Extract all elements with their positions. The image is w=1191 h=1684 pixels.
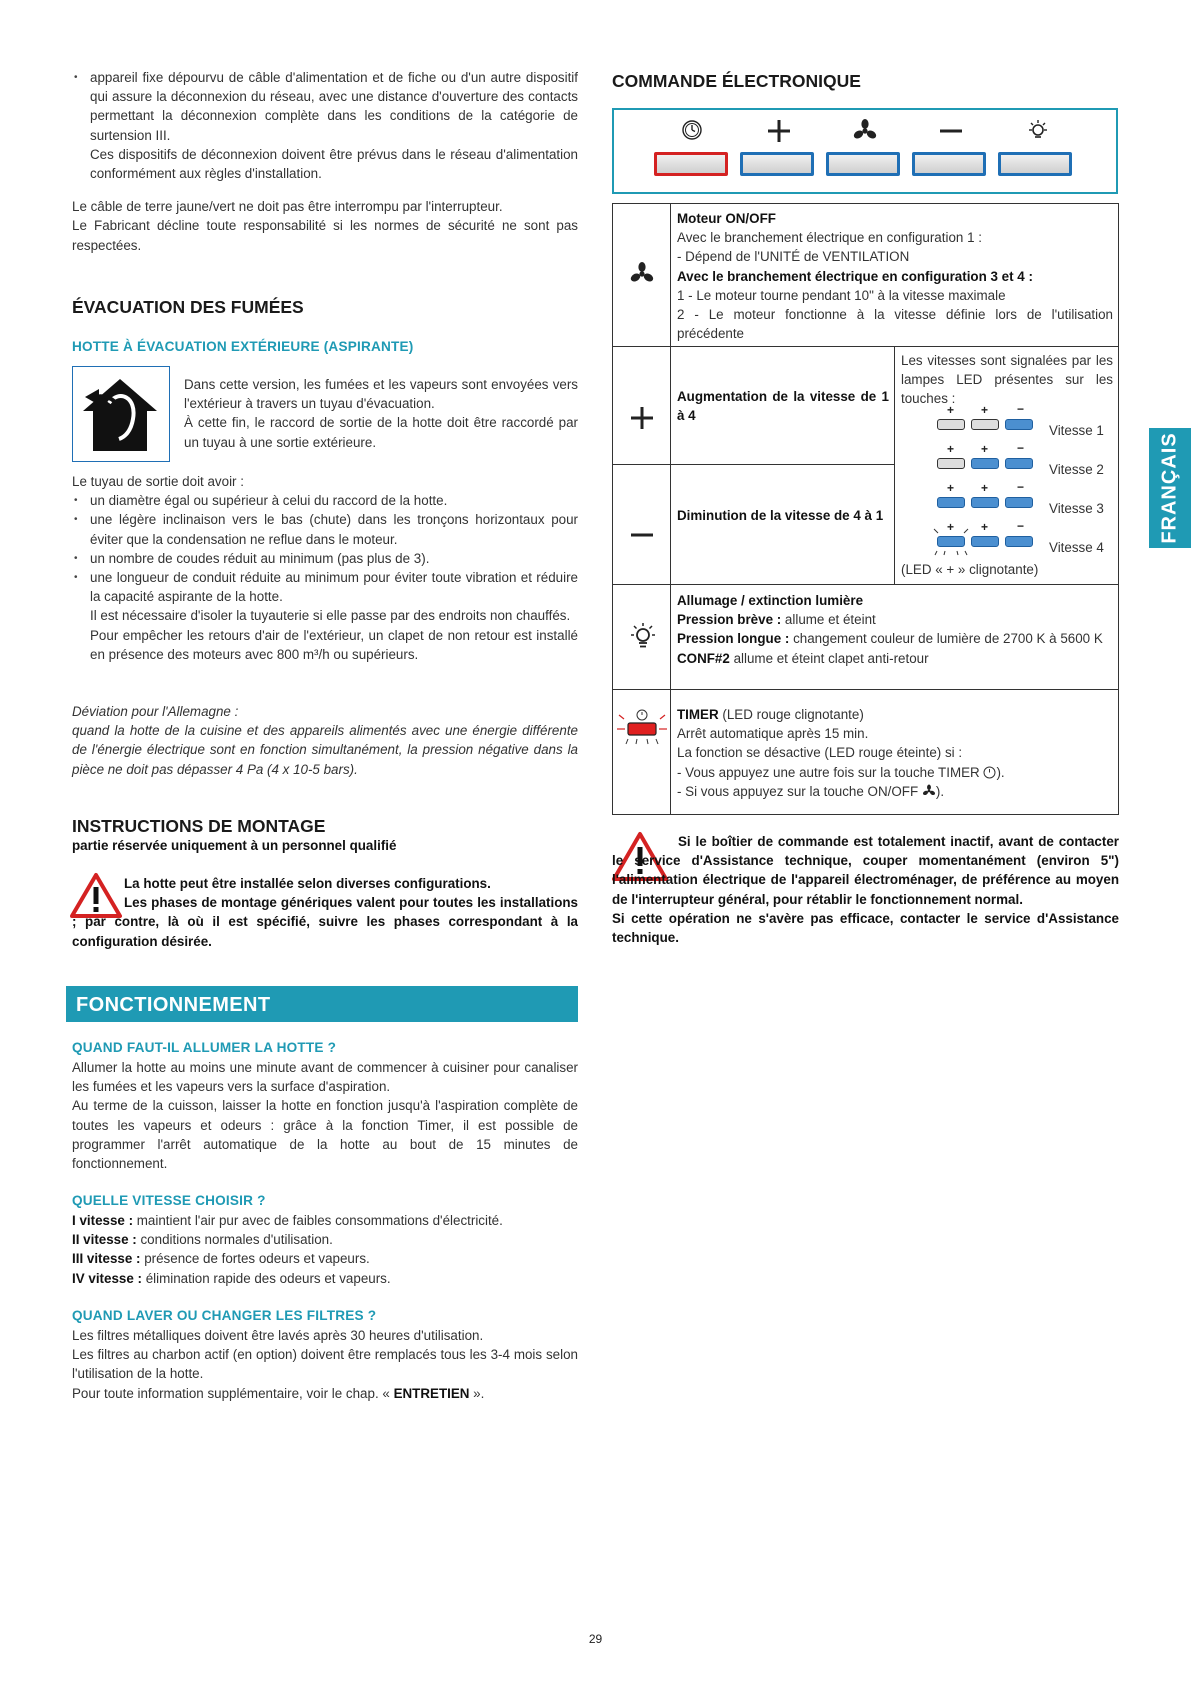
light-button[interactable] (998, 152, 1072, 176)
right-warning (612, 832, 1119, 947)
deviation-section (72, 702, 578, 779)
motor-line: Avec le branchement électrique en configuration 1 : (677, 230, 982, 246)
hotte-text-2: À cette fin, le raccord de sortie de la hotte doit être raccordé par un tuyau à une sortie extérieure. (184, 415, 578, 450)
q1-body (72, 1058, 578, 1173)
hotte-text (184, 375, 578, 452)
earth-text-2: Le Fabricant décline toute responsabilité si les normes de sécurité ne sont pas respectées. (72, 218, 578, 253)
montage-warning-1: La hotte peut être installée selon diverses configurations. (124, 876, 491, 891)
timer-cell (677, 705, 1113, 801)
light-conf: CONF#2 allume et éteint clapet anti-retour (677, 650, 929, 666)
tuyau-extra-2: Pour empêcher les retours d'air de l'extérieur, un clapet de non retour est installé en présence des moteurs avec 800 m³/h ou supérieurs. (90, 627, 578, 662)
light-short: Pression brève : allume et éteint (677, 612, 876, 628)
motor-line: - Dépend de l'UNITÉ de VENTILATION (677, 249, 910, 265)
deviation-title: Déviation pour l'Allemagne : (72, 704, 239, 719)
motor-line: 2 - Le moteur fonctionne à la vitesse définie lors de l'utilisation précédente (677, 307, 1113, 342)
speed-4-indicator: + + − (937, 525, 1037, 559)
timer-line-3: - Vous appuyez une autre fois sur la touche TIMER ). (677, 764, 1005, 780)
control-panel (612, 108, 1118, 194)
tuyau-item: • une longueur de conduit réduite au minimum pour éviter toute vibration et réduire la capacité aspirante de la hotte. (90, 568, 578, 606)
fan-icon (852, 118, 878, 144)
light-long: Pression longue : changement couleur de lumière de 2700 K à 5600 K (677, 631, 1103, 647)
fonctionnement-title: FONCTIONNEMENT (76, 994, 271, 1016)
tuyau-item: • une légère inclinaison vers le bas (chute) dans les tronçons horizontaux pour éviter que la condensation ne reflue dans le moteur. (90, 510, 578, 548)
plus-icon (766, 118, 792, 144)
light-icon (629, 622, 657, 652)
speed-item: I vitesse : maintient l'air pur avec de faibles consommations d'électricité. (72, 1213, 503, 1228)
motor-title: Moteur ON/OFF (677, 211, 776, 226)
hotte-text-1: Dans cette version, les fumées et les vapeurs sont envoyées vers l'extérieur à travers un tuyau d'évacuation. (184, 377, 578, 412)
q1-title: QUAND FAUT-IL ALLUMER LA HOTTE ? (72, 1040, 337, 1055)
deviation-text: quand la hotte de la cuisine et des appareils alimentés avec une énergie différente de l'énergie électrique sont en fonction simultanément, la pression négative dans la pièce ne doit pas dépasser 4 Pa (4 x 10-5 bars). (72, 723, 578, 777)
fan-icon (629, 261, 655, 287)
speeds-intro: Les vitesses sont signalées par les lampes LED présentes sur les touches : (901, 353, 1113, 407)
q3-title: QUAND LAVER OU CHANGER LES FILTRES ? (72, 1308, 377, 1323)
q3-text-2: Les filtres au charbon actif (en option) doivent être remplacés tous les 3-4 mois selon l'utilisation de la hotte. (72, 1347, 578, 1382)
cmd-title: COMMANDE ÉLECTRONIQUE (612, 71, 861, 91)
light-title: Allumage / extinction lumière (677, 593, 864, 608)
vitesse-label: Vitesse 3 (1049, 501, 1104, 516)
fan-button[interactable] (826, 152, 900, 176)
timer-line: Arrêt automatique après 15 min. (677, 726, 869, 742)
q2-title: QUELLE VITESSE CHOISIR ? (72, 1193, 266, 1208)
hotte-title: HOTTE À ÉVACUATION EXTÉRIEURE (ASPIRANTE) (72, 339, 414, 354)
speed-1-indicator: + + − (937, 408, 1037, 438)
vitesse-label: Vitesse 1 (1049, 423, 1104, 438)
page-number: 29 (588, 1632, 603, 1646)
tuyau-item: • un nombre de coudes réduit au minimum (pas plus de 3). (90, 549, 578, 568)
minus-icon (629, 522, 655, 548)
speed-list (72, 1211, 578, 1288)
speed-item: III vitesse : présence de fortes odeurs et vapeurs. (72, 1251, 370, 1267)
q3-text-1: Les filtres métalliques doivent être lavés après 30 heures d'utilisation. (72, 1328, 484, 1343)
speed-item: II vitesse : conditions normales d'utilisation. (72, 1232, 333, 1248)
plus-button[interactable] (740, 152, 814, 176)
speed-2-indicator: + + − (937, 447, 1037, 477)
q3-body (72, 1326, 578, 1403)
minus-icon (938, 118, 964, 144)
timer-line-4: - Si vous appuyez sur la touche ON/OFF ). (677, 783, 945, 799)
plus-icon (629, 405, 655, 431)
motor-cell (677, 209, 1113, 343)
tuyau-item: • un diamètre égal ou supérieur à celui du raccord de la hotte. (90, 491, 578, 510)
motor-line: Avec le branchement électrique en configuration 3 et 4 : (677, 268, 1033, 284)
speeds-note: (LED « + » clignotante) (901, 562, 1039, 577)
light-cell (677, 591, 1113, 668)
right-warning-1: Si le boîtier de commande est totalement inactif, avant de contacter le service d'Assistance technique, couper momentanément (environ 5") l'alimentation électrique de l'appareil électroménager, de préférence au moyen de l'interrupteur général, pour rétablir le fonctionnement normal. (612, 834, 1119, 907)
vitesse-label: Vitesse 2 (1049, 462, 1104, 477)
q1-text-1: Allumer la hotte au moins une minute avant de commencer à cuisiner pour canaliser les fumées et les vapeurs vers la surface d'aspiration. (72, 1060, 578, 1095)
speed-item: IV vitesse : élimination rapide des odeurs et vapeurs. (72, 1270, 391, 1286)
timer-led-icon (615, 707, 669, 749)
montage-warning (72, 874, 578, 951)
fonctionnement-banner (66, 986, 578, 1022)
speed-3-indicator: + + − (937, 486, 1037, 516)
montage-subtitle: partie réservée uniquement à un personnel qualifié (72, 838, 397, 853)
timer-title-line: TIMER (LED rouge clignotante) (677, 707, 864, 722)
montage-warning-2: Les phases de montage génériques valent pour toutes les installations ; par contre, là où il est spécifié, suivre les phases correspondant à la configuration désirée. (72, 895, 578, 949)
intro-bullet: • appareil fixe dépourvu de câble d'alimentation et de fiche ou d'un autre dispositif qui assure la déconnexion du réseau, avec une distance d'ouverture des contacts permettant la déconnexion complète dans les conditions de la catégorie de surtension III. (90, 68, 578, 145)
function-table (612, 203, 1119, 815)
earth-text-1: Le câble de terre jaune/vert ne doit pas être interrompu par l'interrupteur. (72, 199, 503, 215)
intro-section (72, 68, 578, 255)
montage-title: INSTRUCTIONS DE MONTAGE (72, 816, 326, 836)
fan-icon (922, 784, 936, 798)
q1-text-2: Au terme de la cuisson, laisser la hotte en fonction jusqu'à l'aspiration complète de toutes les vapeurs et odeurs : grâce à la fonction Timer, il est possible de programmer l'arrêt automatique de la hotte au bout de 15 minutes de fonctionnement. (72, 1098, 578, 1172)
timer-line: La fonction se désactive (LED rouge éteinte) si : (677, 745, 963, 761)
evac-title: ÉVACUATION DES FUMÉES (72, 297, 304, 317)
motor-line: 1 - Le moteur tourne pendant 10" à la vitesse maximale (677, 287, 1006, 303)
vitesse-label: Vitesse 4 (1049, 540, 1104, 555)
timer-icon (680, 118, 704, 142)
light-icon (1025, 118, 1051, 144)
q3-text-3: Pour toute information supplémentaire, voir le chap. « ENTRETIEN ». (72, 1385, 485, 1401)
tuyau-extra-1: Il est nécessaire d'isoler la tuyauterie si elle passe par des endroits non chauffés. (90, 608, 571, 624)
intro-bullet-2: Ces dispositifs de déconnexion doivent être prévus dans le réseau d'alimentation conformément aux règles d'installation. (90, 146, 578, 182)
plus-text: Augmentation de la vitesse de 1 à 4 (677, 389, 889, 424)
language-tab-label: FRANÇAIS (1158, 432, 1181, 544)
right-warning-2: Si cette opération ne s'avère pas efficace, contacter le service d'Assistance technique. (612, 910, 1119, 946)
minus-button[interactable] (912, 152, 986, 176)
tuyau-section (72, 472, 578, 664)
timer-icon (983, 766, 996, 779)
house-icon (72, 366, 170, 462)
timer-button[interactable] (654, 152, 728, 176)
minus-text: Diminution de la vitesse de 4 à 1 (677, 508, 884, 523)
tuyau-intro: Le tuyau de sortie doit avoir : (72, 474, 244, 489)
language-tab (1149, 428, 1191, 548)
